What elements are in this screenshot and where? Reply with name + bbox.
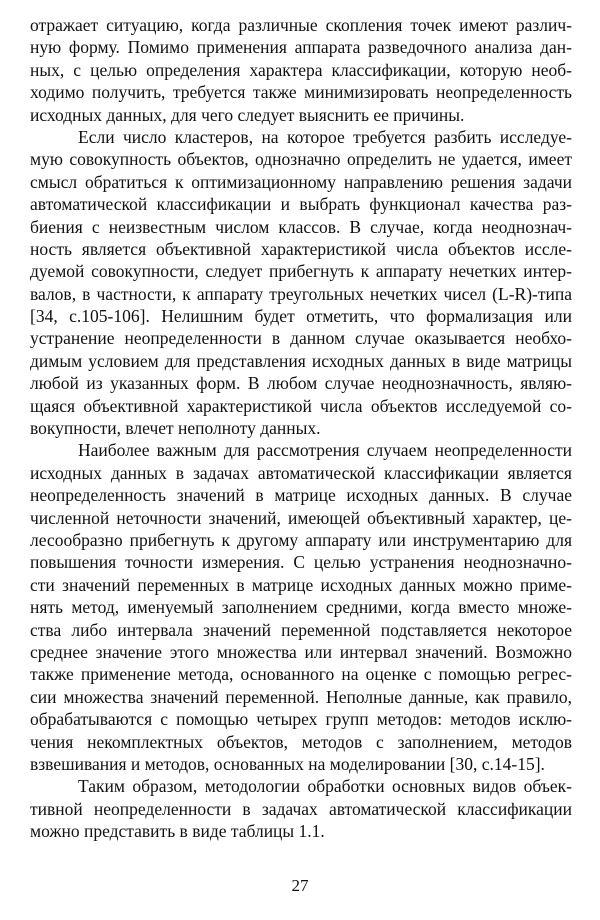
text-line: чения некомплектных объектов, методов с заполнением, методов [30, 731, 572, 752]
text-line: Если число кластеров, на которое требуется разбить исследуе- [78, 126, 572, 147]
text-line: валов, в частности, к аппарату треугольных нечетких чисел (L-R)-типа [30, 283, 572, 304]
text-line: исходных данных, для чего следует выяснить ее причины. [30, 104, 465, 125]
text-line: лесообразно прибегнуть к другому аппарату или инструментарию для [30, 529, 572, 550]
text-line: вокупности, влечет неполноту данных. [30, 418, 321, 439]
text-line: автоматической классификации и выбрать функционал качества раз- [30, 194, 572, 215]
text-line: исходных данных в задачах автоматической классификации является [30, 462, 572, 483]
text-line: устранение неопределенности в данном случае оказывается необхо- [30, 328, 572, 349]
text-line: среднее значение этого множества или интервал значений. Возможно [30, 641, 572, 662]
text-line: ность является объективной характеристикой числа объектов иссле- [30, 238, 572, 259]
paragraph [30, 775, 572, 842]
text-line: повышения точности измерения. С целью устранения неоднозначно- [30, 552, 572, 573]
text-line: обрабатываются с помощью четырех групп методов: методов исклю- [30, 709, 572, 730]
text-line: [34, с.105-106]. Нелишним будет отметить, что формализация или [30, 306, 572, 327]
text-line: численной неточности значений, имеющей объективный характер, це- [30, 507, 572, 528]
text-line: сии множества значений переменной. Неполные данные, как правило, [30, 686, 572, 707]
text-line: дуемой совокупности, следует прибегнуть к аппарату нечетких интер- [30, 261, 572, 282]
text-line: неопределенность значений в матрице исходных данных. В случае [30, 485, 572, 506]
text-line: биения с неизвестным числом классов. В случае, когда неоднознач- [30, 216, 572, 237]
text-line: ходимо получить, требуется также минимизировать неопределенность [30, 82, 572, 103]
text-line: Таким образом, методологии обработки основных видов объек- [78, 776, 572, 797]
text-line: отражает ситуацию, когда различные скопления точек имеют различ- [30, 15, 572, 35]
text-line: щаяся объективной характеристикой числа объектов исследуемой со- [30, 395, 572, 416]
text-line: смысл обратиться к оптимизационному направлению решения задачи [30, 171, 572, 192]
text-line: димым условием для представления исходных данных в виде матрицы [30, 350, 572, 371]
text-line: ных, с целью определения характера классификации, которую необ- [30, 59, 572, 80]
text-line: можно представить в виде таблицы 1.1. [30, 821, 325, 842]
text-line: любой из указанных форм. В любом случае неоднозначность, являю- [30, 373, 572, 394]
text-line: также применение метода, основанного на оценке с помощью регрес- [30, 664, 572, 685]
text-line: тивной неопределенности в задачах автоматической классификации [30, 798, 572, 819]
text-line: ную форму. Помимо применения аппарата разведочного анализа дан- [30, 37, 572, 58]
text-line: сти значений переменных в матрице исходных данных можно приме- [30, 574, 572, 595]
paragraph [30, 14, 572, 126]
body-text [30, 14, 572, 842]
text-line: ства либо интервала значений переменной подставляется некоторое [30, 619, 572, 640]
text-line: мую совокупность объектов, однозначно определить не удается, имеет [30, 149, 572, 170]
text-line: Наиболее важным для рассмотрения случаем неопределенности [78, 440, 572, 461]
paragraph [30, 439, 572, 775]
text-line: нять метод, именуемый заполнением средними, когда вместо множе- [30, 597, 572, 618]
page-number: 27 [291, 876, 309, 895]
text-line: взвешивания и методов, основанных на моделировании [30, с.14-15]. [30, 753, 545, 774]
paragraph [30, 126, 572, 439]
